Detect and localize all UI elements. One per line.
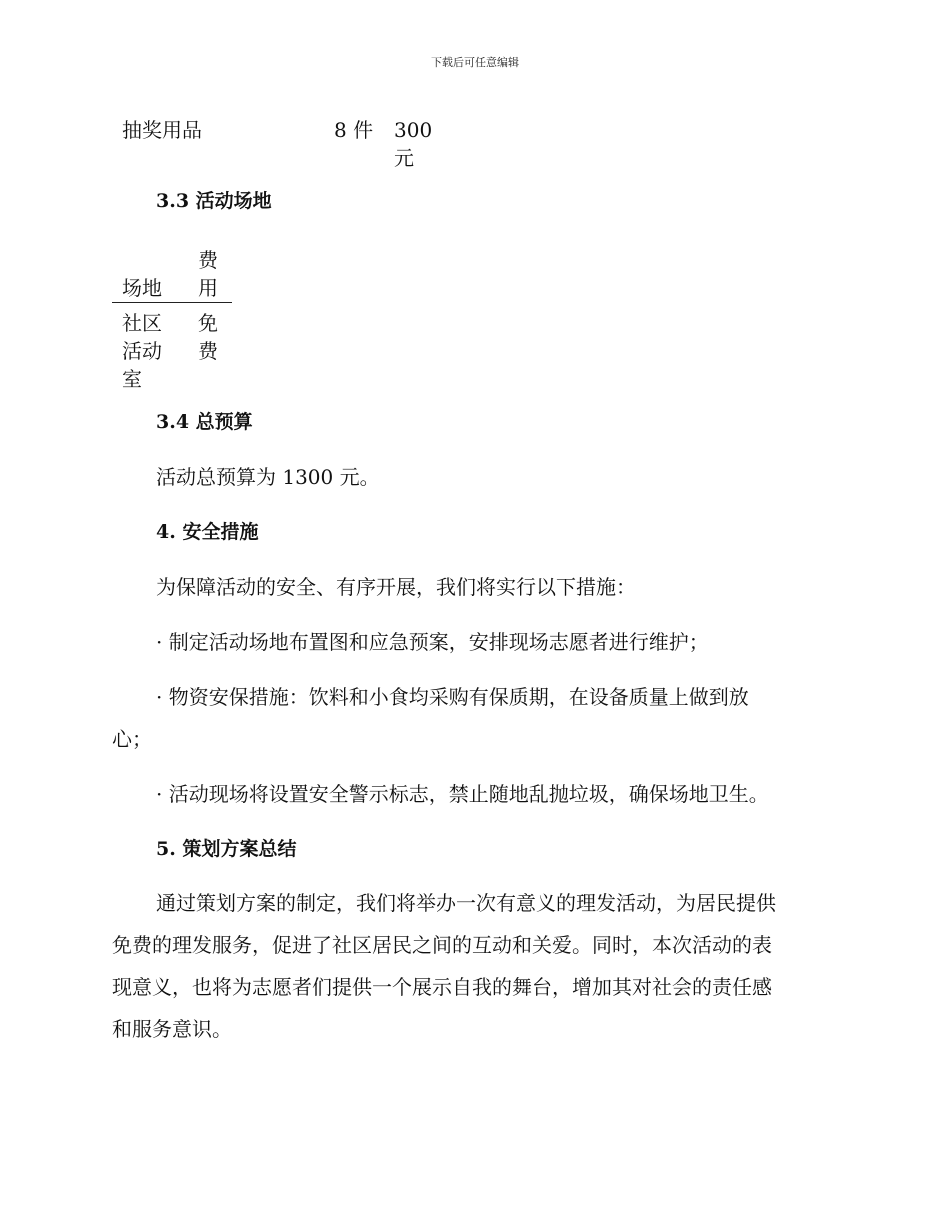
venue-row-venue-line2: 活动 [122, 339, 162, 363]
section-3-4-title: 3.4 总预算 [156, 411, 253, 433]
venue-header-venue: 场地 [122, 276, 162, 300]
safety-bullet-1: · 制定活动场地布置图和应急预案，安排现场志愿者进行维护； [156, 630, 709, 654]
page-header: 下载后可任意编辑 [431, 56, 519, 69]
venue-row-venue-line3: 室 [122, 367, 142, 391]
section-5-title: 5. 策划方案总结 [156, 838, 297, 860]
section-3-3-title: 3.3 活动场地 [156, 190, 272, 212]
prize-cost-line1: 300 [394, 118, 433, 142]
venue-row-venue-line1: 社区 [122, 311, 162, 335]
section-4-title: 4. 安全措施 [156, 521, 259, 543]
venue-header-cost-line1: 费 [198, 248, 218, 272]
venue-row-cost-line2: 费 [198, 339, 218, 363]
venue-row-cost-line1: 免 [198, 311, 218, 335]
safety-bullet-3: · 活动现场将设置安全警示标志，禁止随地乱抛垃圾，确保场地卫生。 [156, 782, 769, 806]
summary-line-1: 通过策划方案的制定，我们将举办一次有意义的理发活动，为居民提供 [156, 891, 776, 915]
safety-intro: 为保障活动的安全、有序开展，我们将实行以下措施： [156, 575, 636, 599]
venue-header-cost-line2: 用 [198, 276, 218, 300]
prize-cost-line2: 元 [394, 146, 414, 170]
prize-item: 抽奖用品 [122, 118, 202, 142]
safety-bullet-2-line2: 心； [112, 727, 152, 751]
summary-line-2: 免费的理发服务，促进了社区居民之间的互动和关爱。同时，本次活动的表 [112, 933, 772, 957]
venue-table-rule [112, 302, 232, 303]
prize-qty: 8 件 [334, 118, 374, 142]
budget-text: 活动总预算为 1300 元。 [156, 465, 380, 489]
summary-line-3: 现意义，也将为志愿者们提供一个展示自我的舞台，增加其对社会的责任感 [112, 975, 772, 999]
summary-line-4: 和服务意识。 [112, 1017, 232, 1041]
safety-bullet-2-line1: · 物资安保措施：饮料和小食均采购有保质期，在设备质量上做到放 [156, 685, 749, 709]
